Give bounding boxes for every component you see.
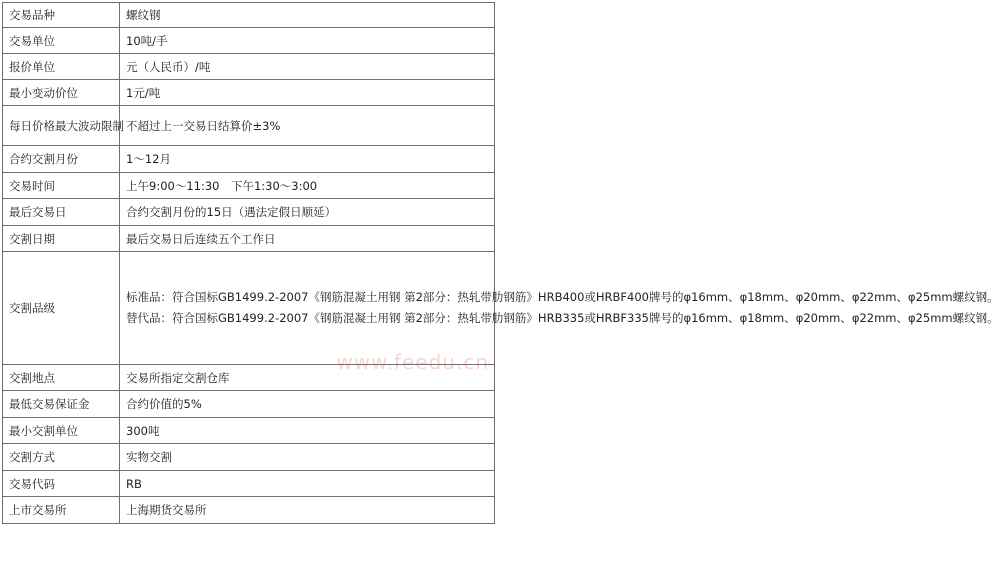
- row-label: 最低交易保证金: [3, 391, 120, 418]
- table-row-daily-limit: [3, 106, 495, 146]
- row-label: 交易单位: [3, 28, 120, 54]
- row-value: RB: [120, 471, 495, 497]
- row-label: 交割日期: [3, 226, 120, 252]
- row-value: 实物交割: [120, 444, 495, 471]
- row-value: 1元/吨: [120, 80, 495, 106]
- row-value: [120, 252, 999, 365]
- row-value: 最后交易日后连续五个工作日: [120, 226, 495, 252]
- table-row-delivery-method: [3, 444, 495, 471]
- row-value: 300吨: [120, 418, 495, 444]
- row-value: 元（人民币）/吨: [120, 54, 495, 80]
- table-row-trading-unit: [3, 28, 495, 54]
- row-label: 交割地点: [3, 365, 120, 391]
- row-value: 交易所指定交割仓库: [120, 365, 495, 391]
- site-watermark: www.feedu.cn: [336, 350, 489, 374]
- row-label: 最后交易日: [3, 199, 120, 226]
- row-value: 合约交割月份的15日（遇法定假日顺延）: [120, 199, 495, 226]
- row-label: 交割方式: [3, 444, 120, 471]
- row-label: 交易时间: [3, 173, 120, 199]
- table-row-delivery-grade: [3, 252, 495, 365]
- table-row-trading-hours: [3, 173, 495, 199]
- standard-grade-text: 标准品：符合国标GB1499.2-2007《钢筋混凝土用钢 第2部分：热轧带肋钢筋》HRB400或HRBF400牌号的φ16mm、φ18mm、φ20mm、φ22mm、φ25mm螺纹钢。: [126, 290, 999, 304]
- row-label: 每日价格最大波动限制: [3, 106, 120, 146]
- table-row-min-margin: [3, 391, 495, 418]
- row-label: 交易品种: [3, 3, 120, 28]
- row-value: 上午9:00～11:30 下午1:30～3:00: [120, 173, 495, 199]
- row-label: 最小交割单位: [3, 418, 120, 444]
- row-label: 合约交割月份: [3, 146, 120, 173]
- row-value: 1～12月: [120, 146, 495, 173]
- table-row-ticker: [3, 471, 495, 497]
- table-row-last-trading-day: [3, 199, 495, 226]
- table-row-delivery-location: [3, 365, 495, 391]
- table-row-min-tick: [3, 80, 495, 106]
- row-value: 合约价值的5%: [120, 391, 495, 418]
- row-value: 螺纹钢: [120, 3, 495, 28]
- substitute-grade-text: 替代品：符合国标GB1499.2-2007《钢筋混凝土用钢 第2部分：热轧带肋钢筋》HRB335或HRBF335牌号的φ16mm、φ18mm、φ20mm、φ22mm、φ25mm螺纹钢。: [126, 311, 999, 325]
- table-row-trading-variety: [3, 3, 495, 28]
- table-row-delivery-dates: [3, 226, 495, 252]
- row-label: 最小变动价位: [3, 80, 120, 106]
- table-row-contract-months: [3, 146, 495, 173]
- row-value: 不超过上一交易日结算价±3%: [120, 106, 495, 146]
- row-label: 上市交易所: [3, 497, 120, 524]
- contract-spec-table: [2, 2, 999, 524]
- row-label: 报价单位: [3, 54, 120, 80]
- table-row-exchange: [3, 497, 495, 524]
- table-row-quote-unit: [3, 54, 495, 80]
- row-value: 上海期货交易所: [120, 497, 495, 524]
- row-value: 10吨/手: [120, 28, 495, 54]
- table-row-min-delivery-unit: [3, 418, 495, 444]
- row-label: 交易代码: [3, 471, 120, 497]
- row-label: 交割品级: [3, 252, 120, 365]
